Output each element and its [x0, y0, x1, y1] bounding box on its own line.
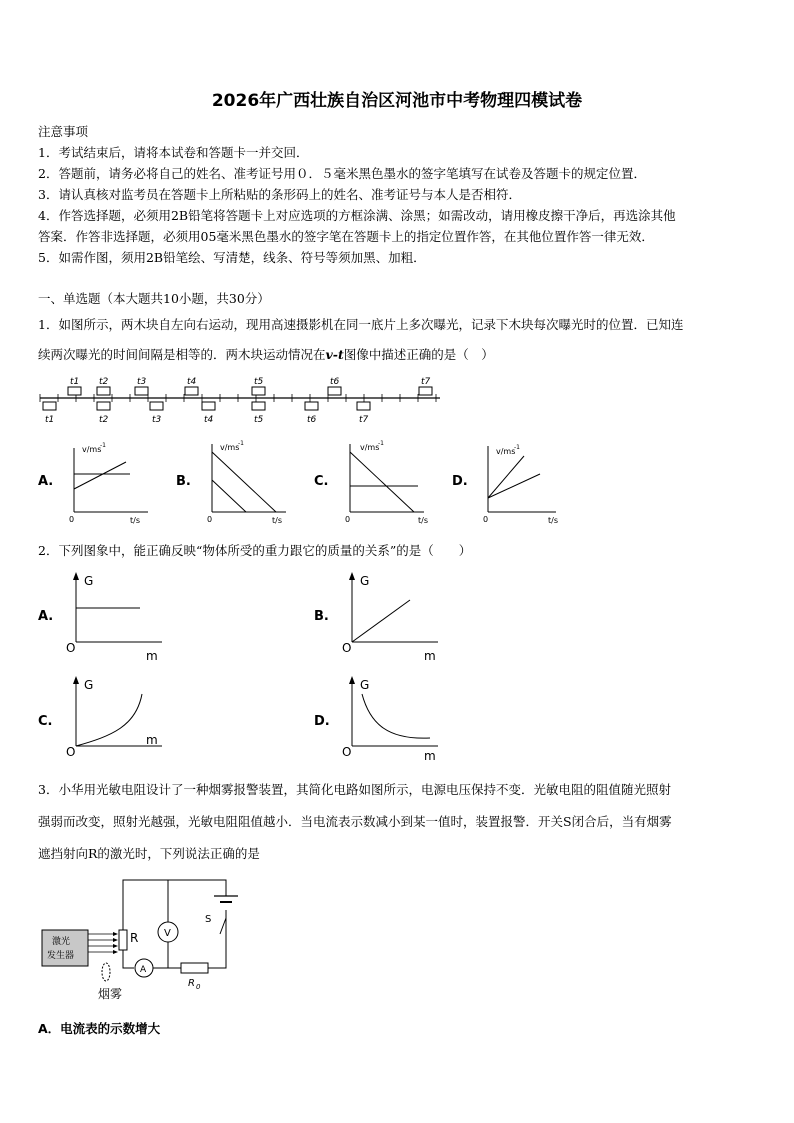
axis-label-t: t/s: [418, 516, 428, 525]
q1-option-d[interactable]: D.: [452, 474, 468, 489]
q2-option-d[interactable]: D.: [314, 714, 330, 729]
axis-label-g: G: [84, 574, 94, 588]
q2-option-b[interactable]: B.: [314, 609, 329, 624]
axis-label-m: m: [146, 649, 158, 663]
exposure-label-top: t4: [187, 377, 197, 387]
axis-label-m: m: [424, 749, 436, 763]
section-heading: 一、单选题（本大题共10小题，共30分）: [38, 291, 270, 306]
exposure-label-bottom: t5: [254, 415, 264, 425]
resistor-r-label: R: [130, 931, 139, 945]
axis-label-t: t/s: [548, 516, 558, 525]
axis-label-g: G: [360, 574, 370, 588]
exposure-label-top: t2: [99, 377, 109, 387]
q1-text-line2: 续两次曝光的时间间隔是相等的．两木块运动情况在v-t图像中描述正确的是（ ）: [38, 347, 494, 362]
q3-circuit-diagram: [38, 874, 238, 1002]
exposure-label-bottom: t7: [359, 415, 369, 425]
smoke-label: 烟雾: [98, 987, 123, 1001]
axis-label-v-sup: -1: [100, 442, 106, 449]
ammeter-label: A: [140, 965, 147, 975]
q2-option-c[interactable]: C.: [38, 714, 53, 729]
axis-origin: O: [66, 745, 76, 759]
q3-text-line3: 遮挡射向R的激光时，下列说法正确的是: [38, 846, 260, 861]
q1-graph-d: [476, 440, 568, 526]
notice-item: 2．答题前，请务必将自己的姓名、准考证号用０．５毫米黑色墨水的签字笔填写在试卷及答题卡的规定位置．: [38, 166, 646, 181]
q1-option-c[interactable]: C.: [314, 474, 329, 489]
axis-origin: 0: [69, 515, 75, 524]
axis-label-v: v/ms: [82, 445, 102, 454]
notice-item: 1．考试结束后，请将本试卷和答题卡一并交回．: [38, 145, 309, 160]
notice-item: 3．请认真核对监考员在答题卡上所粘贴的条形码上的姓名、准考证号与本人是否相符．: [38, 187, 521, 202]
notice-item: 答案．作答非选择题，必须用05毫米黑色墨水的签字笔在答题卡上的指定位置作答，在其他位置作答一律无效．: [38, 229, 654, 244]
q2-graph-b: [338, 570, 448, 664]
axis-label-t: t/s: [130, 516, 140, 525]
laser-label-line1: 激光: [52, 937, 71, 947]
q3-option-a[interactable]: A．电流表的示数增大: [38, 1021, 161, 1036]
exposure-label-bottom: t4: [204, 415, 214, 425]
q2-graph-c: [62, 674, 172, 768]
exposure-label-top: t5: [254, 377, 264, 387]
axis-label-v-sup: -1: [514, 444, 520, 451]
axis-label-g: G: [84, 678, 94, 692]
axis-label-m: m: [424, 649, 436, 663]
voltmeter-label: V: [164, 928, 171, 939]
q1-graph-b: [200, 440, 292, 526]
axis-origin: 0: [483, 515, 489, 524]
axis-label-g: G: [360, 678, 370, 692]
switch-s-label: S: [205, 914, 212, 925]
q2-graph-a: [62, 570, 172, 664]
q3-text-line1: 3．小华用光敏电阻设计了一种烟雾报警装置，其简化电路如图所示，电源电压保持不变．光敏电阻的阻值随光照射: [38, 782, 671, 797]
notice-item: 5．如需作图，须用2B铅笔绘、写清楚，线条、符号等须加黑、加粗．: [38, 250, 426, 265]
q3-text-line2: 强弱而改变，照射光越强，光敏电阻阻值越小．当电流表示数减小到某一值时，装置报警．开关S闭合后，当有烟雾: [38, 814, 672, 829]
exposure-label-top: t1: [70, 377, 80, 387]
axis-origin: 0: [207, 515, 213, 524]
axis-origin: O: [342, 745, 352, 759]
q1-option-a[interactable]: A.: [38, 474, 54, 489]
q2-text: 2．下列图象中，能正确反映“物体所受的重力跟它的质量的关系”的是（ ）: [38, 543, 472, 558]
exposure-label-top: t7: [421, 377, 431, 387]
page-title: 2026年广西壮族自治区河池市中考物理四模试卷: [211, 91, 583, 111]
q1-option-b[interactable]: B.: [176, 474, 191, 489]
axis-label-v: v/ms: [360, 443, 380, 452]
q1-graph-a: [62, 440, 152, 526]
axis-origin: O: [342, 641, 352, 655]
exposure-label-bottom: t6: [307, 415, 317, 425]
axis-label-v-sup: -1: [378, 440, 384, 447]
q2-option-a[interactable]: A.: [38, 609, 54, 624]
r0-label: R: [188, 978, 195, 989]
exposure-label-bottom: t3: [152, 415, 162, 425]
axis-label-v: v/ms: [496, 447, 516, 456]
q1-text-line1: 1．如图所示，两木块自左向右运动，现用高速摄影机在同一底片上多次曝光，记录下木块每次曝光时的位置．已知连: [38, 317, 684, 332]
notice-item: 4．作答选择题，必须用2B铅笔将答题卡上对应选项的方框涂满、涂黑；如需改动，请用橡皮擦干净后，再选涂其他: [38, 208, 676, 223]
axis-origin: O: [66, 641, 76, 655]
notice-heading: 注意事项: [38, 124, 89, 139]
q1-graph-c: [338, 440, 434, 526]
exposure-label-bottom: t2: [99, 415, 109, 425]
exposure-label-top: t3: [137, 377, 147, 387]
r0-subscript: 0: [196, 983, 201, 991]
laser-label-line2: 发生器: [47, 951, 75, 961]
exposure-label-bottom: t1: [45, 415, 55, 425]
q2-graph-d: [338, 674, 448, 768]
axis-origin: 0: [345, 515, 351, 524]
exposure-label-top: t6: [330, 377, 340, 387]
q1-exposure-diagram: [38, 374, 448, 426]
axis-label-t: t/s: [272, 516, 282, 525]
axis-label-v: v/ms: [220, 443, 240, 452]
axis-label-v-sup: -1: [238, 440, 244, 447]
axis-label-m: m: [146, 733, 158, 747]
